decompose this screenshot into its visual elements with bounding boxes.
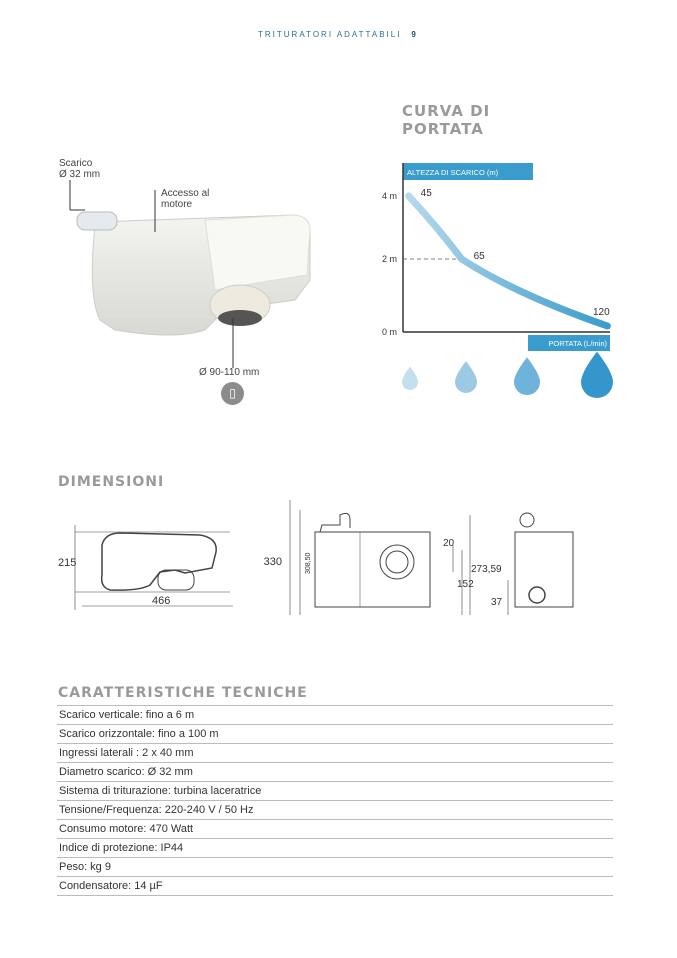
specs-table [57,705,613,896]
dimensions-title: DIMENSIONI [58,474,165,490]
spec-row: Indice di protezione: IP44 [57,838,613,857]
y-tick-label: 0 m [381,327,397,337]
water-drop-icon [402,367,418,390]
data-label: 45 [420,188,432,199]
section-title: TRITURATORI ADATTABILI [258,30,402,39]
front-dim-20: 20 [443,538,455,549]
water-drop-icon [514,357,540,395]
top-height: 215 [58,557,77,569]
spec-row: Scarico orizzontale: fino a 100 m [57,724,613,743]
side-dim-37: 37 [491,597,503,608]
motor-label-1: Accesso al [161,188,210,199]
data-label: 120 [593,307,610,318]
spec-row: Tensione/Frequenza: 220-240 V / 50 Hz [57,800,613,819]
flow-curve [409,196,608,326]
front-dim-152: 152 [457,579,474,590]
chart-title-1: CURVA DI [402,102,491,120]
specs-title: CARATTERISTICHE TECNICHE [58,685,308,701]
front-view-drawing [264,500,502,615]
front-height: 330 [263,556,282,568]
top-width: 466 [152,595,171,607]
outlet-size: Ø 32 mm [59,169,101,180]
spec-row: Condensatore: 14 µF [57,876,613,896]
inlet-size-label: Ø 90-110 mm [199,367,260,378]
spec-row: Diametro scarico: Ø 32 mm [57,762,613,781]
running-header [258,30,418,39]
y-axis-label: ALTEZZA DI SCARICO (m) [407,168,499,177]
top-view-drawing [58,525,233,610]
water-drop-icon [581,352,613,398]
spec-row: Scarico verticale: fino a 6 m [57,705,613,724]
toilet-icon: ▯ [221,382,244,405]
spec-row: Sistema di triturazione: turbina laceratrice [57,781,613,800]
x-axis-label: PORTATA (L/min) [548,339,607,348]
chart-title-2: PORTATA [402,120,484,138]
side-view-drawing [491,513,573,615]
flow-curve-chart [370,155,630,415]
y-tick-label: 2 m [381,254,397,264]
spec-row: Consumo motore: 470 Watt [57,819,613,838]
data-label: 65 [473,251,485,262]
y-tick-label: 4 m [381,191,397,201]
spec-row: Peso: kg 9 [57,857,613,876]
motor-label-2: motore [161,199,193,210]
outlet-label-text: Scarico [59,158,93,169]
chart-title [402,102,490,138]
dimension-drawings [50,490,590,620]
spec-row: Ingressi laterali : 2 x 40 mm [57,743,613,762]
outlet-label [59,158,100,180]
water-drop-icon [455,361,477,393]
front-dim-27359: 273,59 [471,564,502,575]
page-number: 9 [411,30,418,39]
front-inner-height: 308,50 [305,552,312,574]
product-photo [55,180,325,410]
